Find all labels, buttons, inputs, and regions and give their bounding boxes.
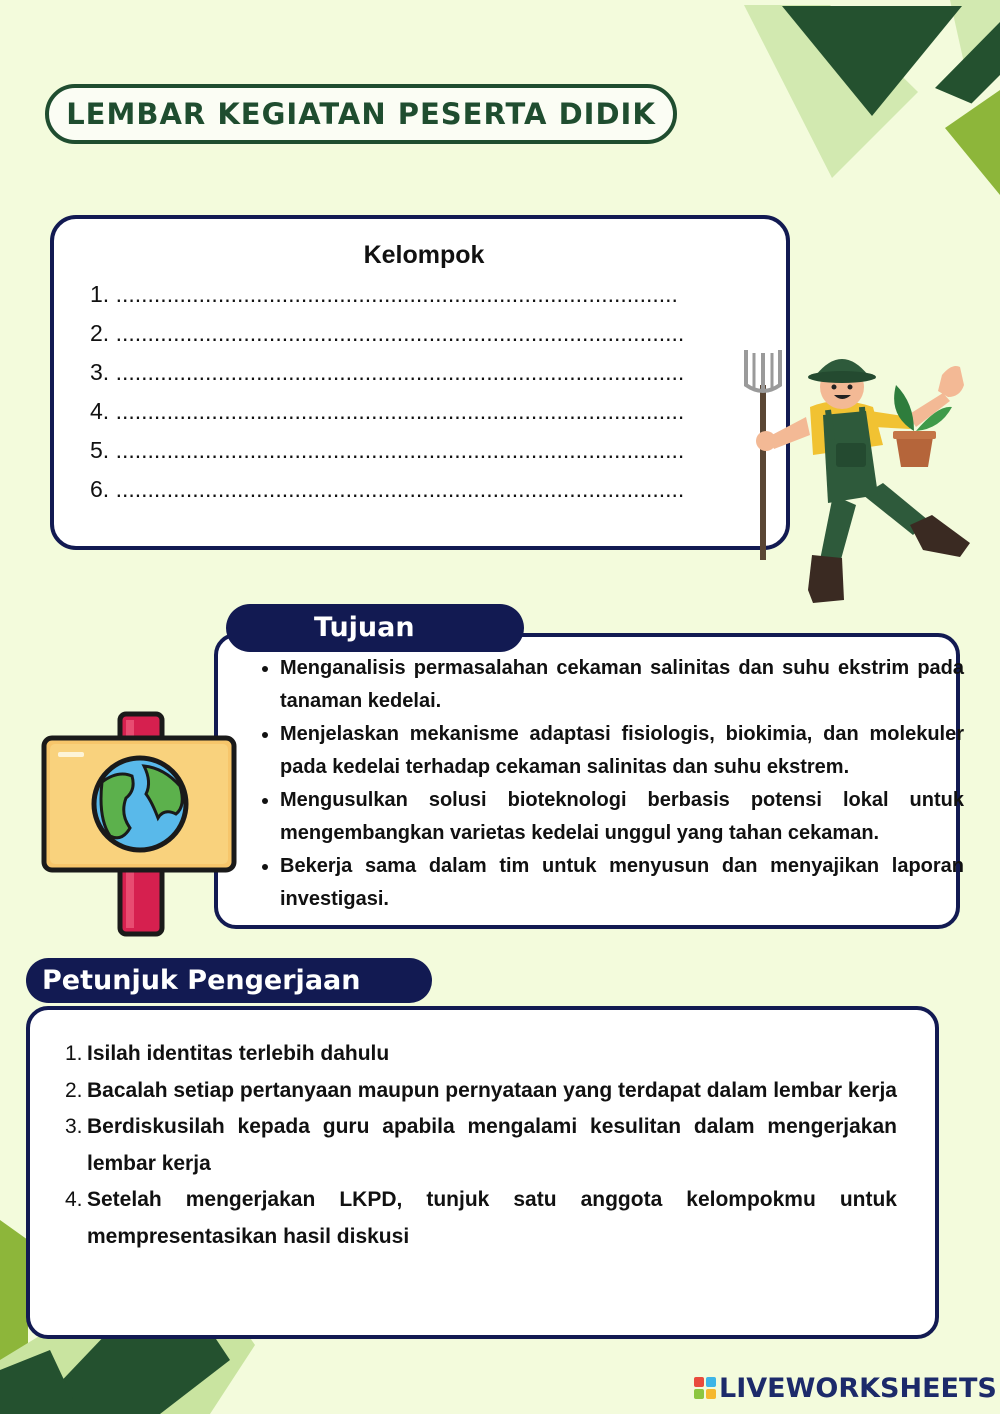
member-line-5[interactable]: 5. ......................................................................................... (90, 437, 685, 463)
petunjuk-item-text: Berdiskusilah kepada guru apabila mengalami kesulitan dalam mengerjakan lembar kerja (87, 1115, 897, 1175)
group-card (50, 215, 790, 550)
tujuan-item: • Bekerja sama dalam tim untuk menyusun dan menyajikan laporan investigasi. (280, 850, 964, 916)
farmer-illustration (738, 345, 978, 607)
worksheet-title: LEMBAR KEGIATAN PESERTA DIDIK (66, 97, 656, 131)
petunjuk-item (65, 1109, 897, 1182)
member-line-3[interactable]: 3. ......................................................................................... (90, 359, 685, 385)
petunjuk-item-text: Isilah identitas terlebih dahulu (87, 1042, 390, 1065)
group-title: Kelompok (363, 241, 485, 269)
petunjuk-item-number: 4. (65, 1188, 83, 1211)
member-line-1[interactable]: 1. ........................................................................................ (90, 281, 678, 307)
petunjuk-item-number: 1. (65, 1042, 83, 1065)
petunjuk-item-number: 3. (65, 1115, 83, 1138)
liveworksheets-logo-icon (694, 1377, 716, 1399)
corner-decoration-top (740, 0, 1000, 200)
petunjuk-item-text: Bacalah setiap pertanyaan maupun pernyataan yang terdapat dalam lembar kerja (87, 1078, 897, 1102)
petunjuk-item-text: Setelah mengerjakan LKPD, tunjuk satu anggota kelompokmu untuk mempresentasikan hasil diskusi (87, 1188, 897, 1248)
tujuan-item: • Mengusulkan solusi bioteknologi berbasis potensi lokal untuk mengembangkan varietas kedelai unggul yang tahan cekaman. (280, 784, 964, 850)
brand-text: LIVEWORKSHEETS (719, 1372, 997, 1404)
member-line-4[interactable]: 4. ......................................................................................... (90, 398, 685, 424)
petunjuk-title: Petunjuk Pengerjaan (26, 958, 432, 1003)
petunjuk-item (65, 1182, 897, 1255)
tujuan-title: Tujuan (226, 604, 524, 652)
petunjuk-item (65, 1073, 897, 1110)
petunjuk-item (65, 1036, 897, 1073)
member-line-2[interactable]: 2. ......................................................................................... (90, 320, 685, 346)
petunjuk-list (65, 1036, 897, 1255)
liveworksheets-brand[interactable] (694, 1372, 997, 1404)
tujuan-list (258, 652, 964, 916)
tujuan-item: • Menjelaskan mekanisme adaptasi fisiologis, biokimia, dan molekuler pada kedelai terhadap cekaman salinitas dan suhu ekstrem. (280, 718, 964, 784)
tujuan-item: • Menganalisis permasalahan cekaman salinitas dan suhu ekstrim pada tanaman kedelai. (280, 652, 964, 718)
globe-signboard-icon (40, 710, 240, 938)
worksheet-title-pill (45, 84, 677, 144)
member-line-6[interactable]: 6. ......................................................................................... (90, 476, 685, 502)
petunjuk-item-number: 2. (65, 1078, 83, 1102)
